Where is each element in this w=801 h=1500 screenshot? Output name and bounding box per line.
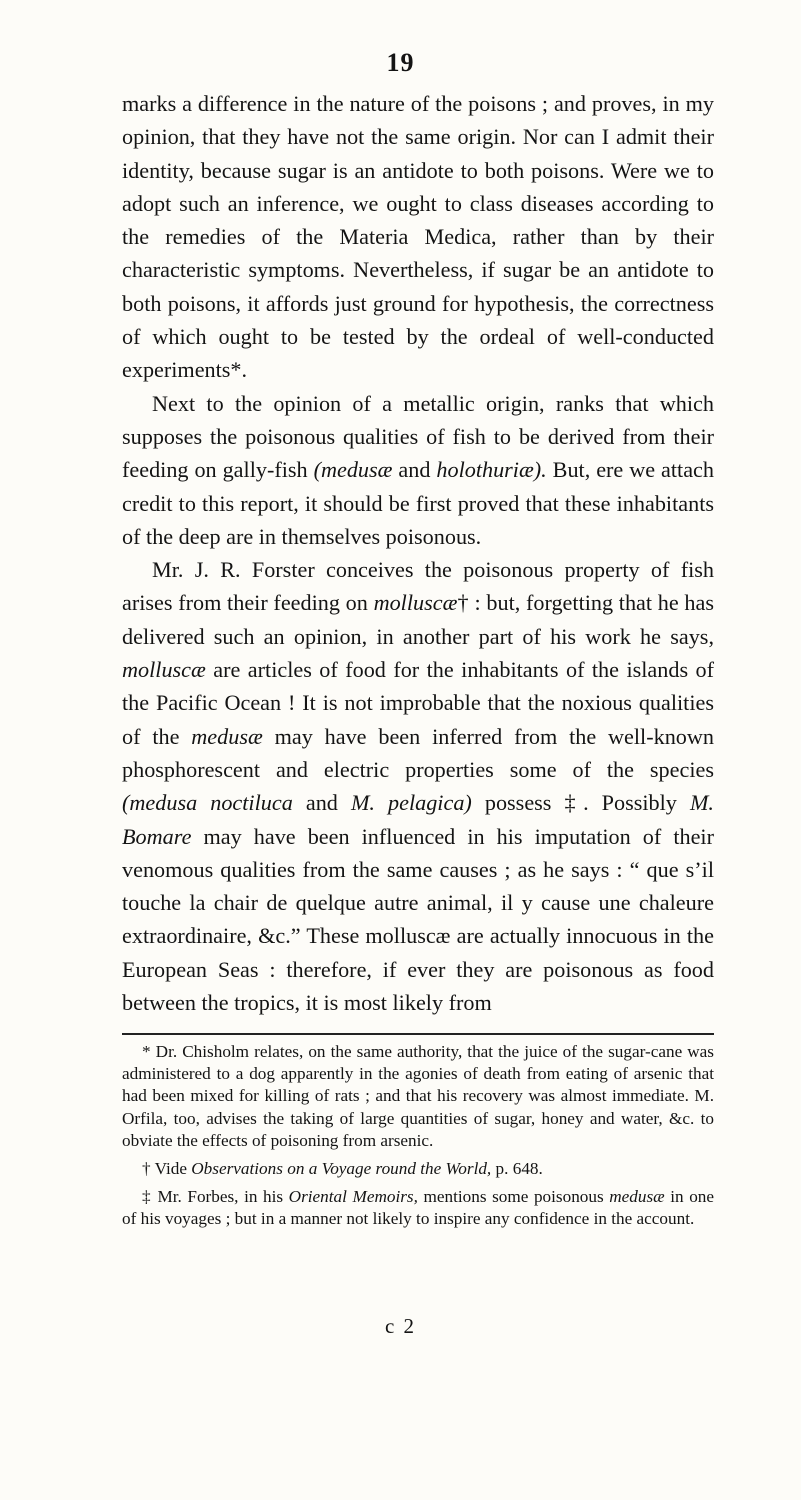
text-run: are articles of food for the inhabitants of the islands of the Pacific Ocean ! It is not improbable that the noxious qualities of the <box>122 657 714 749</box>
text-run: marks a difference in the nature of the poisons ; and proves, in my opinion, that they have not the same origin. Nor can I admit their identity, because sugar is an antidote to both poisons. Were we to adopt such an inference, we ought to class diseases according to the remedies of the Materia Medica, rather than by their characteristic symptoms. Nevertheless, if sugar be an antidote to both poisons, it affords just ground for hypothesis, the correctness of which ought to be tested by the ordeal of well-conducted experiments*. <box>122 91 714 383</box>
body-text <box>122 87 714 1019</box>
text-run: But, ere we attach credit to this report, it should be first proved that these inhabitants of the deep are in themselves poisonous. <box>122 457 714 549</box>
footnote-observations <box>122 1158 714 1180</box>
paragraph-forster <box>122 553 714 1019</box>
italic-text-run: (medusa noctiluca <box>122 790 293 816</box>
signature-mark: c 2 <box>384 1314 417 1338</box>
page-number: 19 <box>386 48 415 77</box>
text-run: and <box>392 457 437 483</box>
text-run: Next to the opinion of a metallic origin, ranks that which supposes the poisonous qualities of fish to be derived from their feeding on gally-fish <box>122 390 714 483</box>
footnote-forbes <box>122 1186 714 1230</box>
text-run: † Vide <box>142 1159 192 1179</box>
italic-text-run: molluscæ <box>373 590 458 616</box>
italic-text-run: holothuriæ). <box>436 457 547 483</box>
text-run: Mr. J. R. Forster conceives the poisonous property of fish arises from their feeding on <box>122 557 714 616</box>
text-run: p. 648. <box>491 1159 543 1179</box>
text-run: in one of his voyages ; but in a manner not likely to inspire any confidence in the account. <box>122 1187 715 1229</box>
text-run: and <box>292 790 351 816</box>
italic-text-run: medusæ <box>191 723 263 749</box>
text-run: ‡ Mr. Forbes, in his <box>142 1187 289 1207</box>
footnote-chisholm <box>122 1041 714 1152</box>
text-run: may have been inferred from the well-known phosphorescent and electric properties some of the species <box>122 723 715 782</box>
italic-text-run: M. pelagica) <box>350 790 472 816</box>
italic-text-run: Oriental Memoirs, <box>288 1187 418 1207</box>
footnotes <box>122 1041 714 1237</box>
italic-text-run: (medusæ <box>313 457 393 483</box>
paragraph-metallic-origin <box>122 387 714 553</box>
text-run: may have been influenced in his imputation of their venomous qualities from the same causes ; as he says : “ que s’il touche la chair de quelque autre animal, il y cause une chaleure extraordinaire, &c.” These molluscæ are actually innocuous in the European Seas : therefore, if ever they are poisonous as food between the tropics, it is most likely from <box>122 823 714 1016</box>
italic-text-run: medusæ <box>609 1187 665 1207</box>
italic-text-run: Observations on a Voyage round the World, <box>191 1159 492 1179</box>
text-run: † : but, forgetting that he has delivered such an opinion, in another part of his work he says, <box>122 590 714 649</box>
italic-text-run: molluscæ <box>122 657 206 683</box>
italic-text-run: M. Bomare <box>122 790 714 849</box>
text-run: mentions some poisonous <box>417 1187 610 1207</box>
text-run: possess ‡. Possibly <box>471 790 690 816</box>
footnote-divider <box>122 1033 714 1035</box>
text-run: * Dr. Chisholm relates, on the same authority, that the juice of the sugar-cane was administered to a dog apparently in the agonies of death from eating of arsenic that had been mixed for killing of rats ; and that his recovery was almost immediate. M. Orfila, too, advises the taking of large quantities of sugar, honey and water, &c. to obviate the effects of poisoning from arsenic. <box>122 1042 714 1150</box>
paragraph-continuation <box>122 87 714 387</box>
